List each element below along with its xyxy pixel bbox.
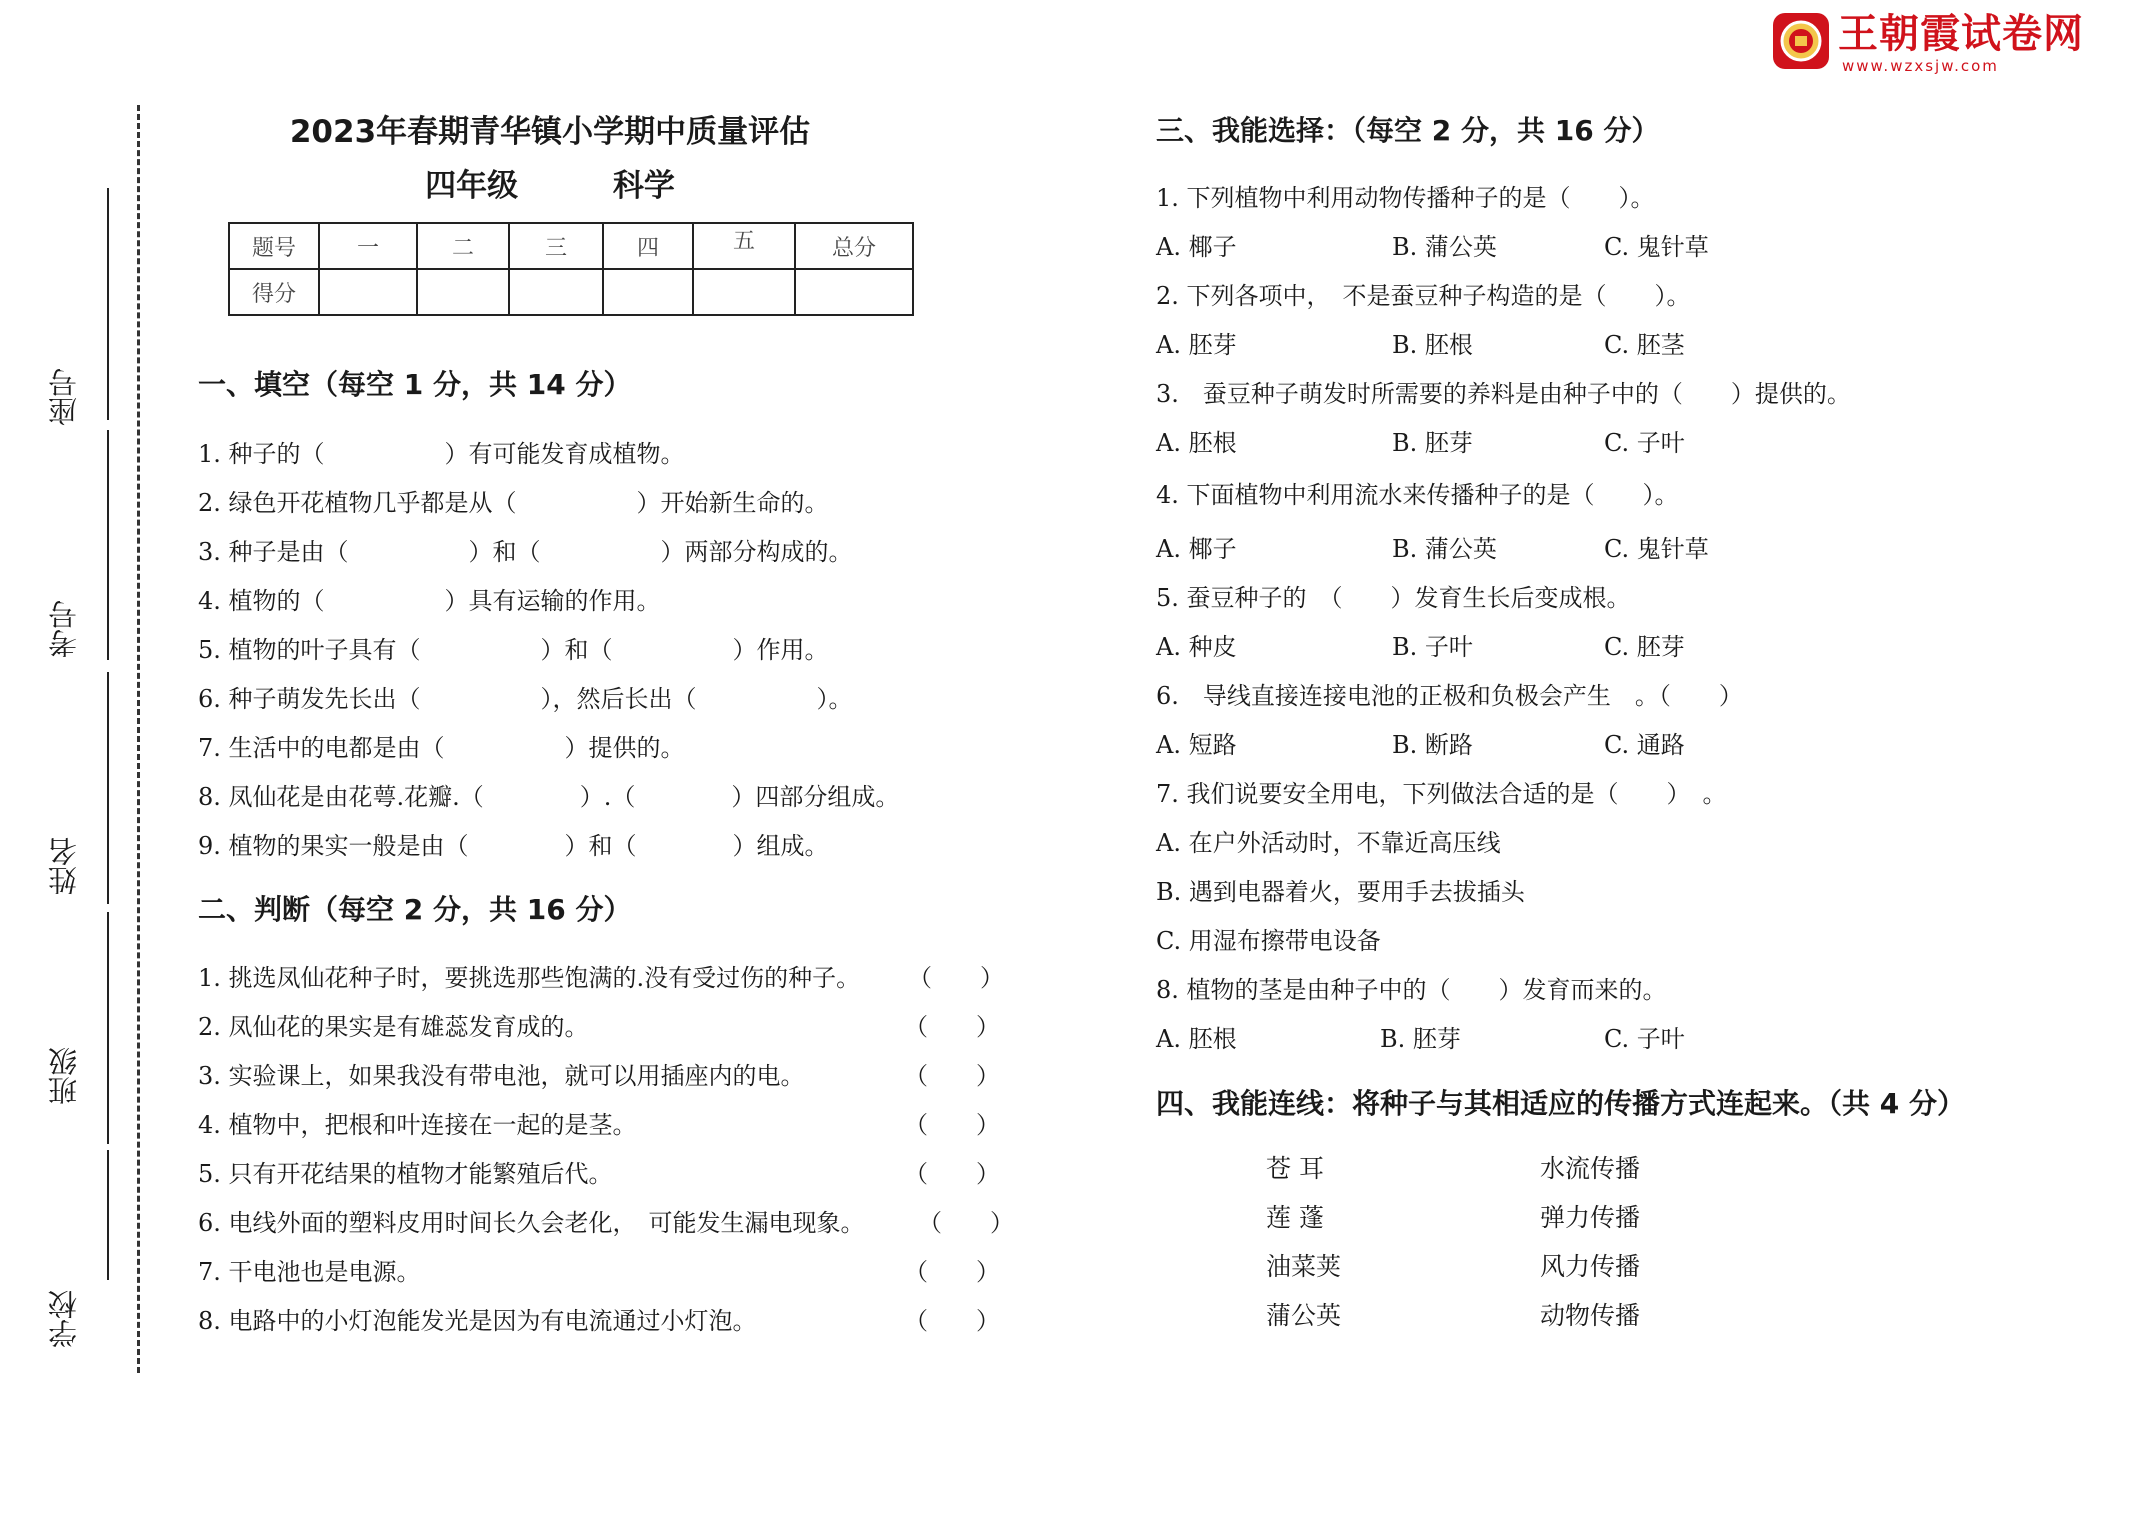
judge-question: 3. 实验课上，如果我没有带电池，就可以用插座内的电。 bbox=[198, 1062, 805, 1090]
choice-option[interactable]: B. 胚根 bbox=[1392, 331, 1473, 359]
subject-label: 科学 bbox=[612, 168, 675, 204]
seed-item[interactable]: 莲 蓬 bbox=[1266, 1203, 1324, 1232]
watermark-title: 王朝霞试卷网 bbox=[1838, 11, 2084, 57]
choice-option[interactable]: A. 胚根 bbox=[1156, 1025, 1237, 1053]
margin-field-exam-no bbox=[40, 430, 100, 670]
fill-question: 3. 种子是由（ ）和（ ）两部分构成的。 bbox=[198, 538, 853, 566]
judge-question: 6. 电线外面的塑料皮用时间长久会老化， 可能发生漏电现象。 bbox=[198, 1209, 865, 1237]
score-table bbox=[228, 222, 914, 316]
choice-option[interactable]: B. 胚芽 bbox=[1380, 1025, 1461, 1053]
section-heading: 一、填空（每空 1 分，共 14 分） bbox=[198, 368, 632, 401]
score-cell[interactable] bbox=[319, 269, 417, 315]
binding-dashed-line bbox=[137, 105, 140, 1373]
choice-question: 7. 我们说要安全用电，下列做法合适的是（ ） 。 bbox=[1156, 780, 1727, 808]
dispersal-method[interactable]: 风力传播 bbox=[1540, 1252, 1641, 1281]
answer-parens[interactable]: （ ） bbox=[904, 1258, 1000, 1286]
answer-parens[interactable]: （ ） bbox=[904, 1111, 1000, 1139]
dispersal-method[interactable]: 水流传播 bbox=[1540, 1154, 1641, 1183]
choice-option[interactable]: A. 椰子 bbox=[1156, 535, 1237, 563]
choice-option[interactable]: C. 鬼针草 bbox=[1604, 233, 1709, 261]
answer-parens[interactable]: （ ） bbox=[904, 1160, 1000, 1188]
table-cell: 题号 bbox=[229, 223, 319, 269]
margin-label: 班级 bbox=[47, 1047, 81, 1105]
score-table-header-row bbox=[229, 223, 913, 269]
watermark-logo bbox=[1772, 12, 2084, 74]
choice-option[interactable]: C. 子叶 bbox=[1604, 1025, 1685, 1053]
margin-field-name bbox=[40, 672, 100, 912]
watermark-url: www.wzxsjw.com bbox=[1842, 57, 1999, 75]
score-cell[interactable] bbox=[417, 269, 509, 315]
margin-label: 座号 bbox=[47, 368, 81, 426]
margin-line bbox=[107, 188, 109, 420]
choice-option[interactable]: A. 椰子 bbox=[1156, 233, 1237, 261]
table-cell: 二 bbox=[417, 223, 509, 269]
fill-question: 7. 生活中的电都是由（ ）提供的。 bbox=[198, 734, 685, 762]
score-cell[interactable] bbox=[509, 269, 603, 315]
grade-label: 四年级 bbox=[425, 168, 519, 204]
choice-option[interactable]: B. 子叶 bbox=[1392, 633, 1473, 661]
choice-question: 1. 下列植物中利用动物传播种子的是（ ）。 bbox=[1156, 184, 1655, 212]
score-cell[interactable] bbox=[603, 269, 693, 315]
margin-label: 考号 bbox=[47, 600, 81, 658]
table-cell: 四 bbox=[603, 223, 693, 269]
section-heading: 三、我能选择：（每空 2 分，共 16 分） bbox=[1156, 114, 1660, 147]
choice-option[interactable]: A. 在户外活动时，不靠近高压线 bbox=[1156, 829, 1501, 857]
section-heading: 二、判断（每空 2 分，共 16 分） bbox=[198, 893, 632, 926]
section-heading: 四、我能连线：将种子与其相适应的传播方式连起来。（共 4 分） bbox=[1156, 1087, 1965, 1120]
margin-field-school bbox=[40, 1150, 100, 1390]
choice-option[interactable]: B. 断路 bbox=[1392, 731, 1473, 759]
choice-option[interactable]: B. 胚芽 bbox=[1392, 429, 1473, 457]
fill-question: 2. 绿色开花植物几乎都是从（ ）开始新生命的。 bbox=[198, 489, 829, 517]
judge-question: 4. 植物中，把根和叶连接在一起的是茎。 bbox=[198, 1111, 637, 1139]
answer-parens[interactable]: （ ） bbox=[904, 1013, 1000, 1041]
judge-question: 8. 电路中的小灯泡能发光是因为有电流通过小灯泡。 bbox=[198, 1307, 757, 1335]
score-table-score-row bbox=[229, 269, 913, 315]
choice-option[interactable]: C. 子叶 bbox=[1604, 429, 1685, 457]
judge-question: 5. 只有开花结果的植物才能繁殖后代。 bbox=[198, 1160, 613, 1188]
margin-line bbox=[107, 912, 109, 1144]
score-cell[interactable] bbox=[795, 269, 913, 315]
table-cell: 三 bbox=[509, 223, 603, 269]
margin-line bbox=[107, 672, 109, 904]
choice-question: 3. 蚕豆种子萌发时所需要的养料是由种子中的（ ）提供的。 bbox=[1156, 380, 1851, 408]
choice-option[interactable]: A. 胚根 bbox=[1156, 429, 1237, 457]
seal-icon bbox=[1772, 12, 1830, 70]
choice-option[interactable]: C. 胚芽 bbox=[1604, 633, 1685, 661]
fill-question: 8. 凤仙花是由花萼.花瓣.（ ）.（ ）四部分组成。 bbox=[198, 783, 900, 811]
answer-parens[interactable]: （ ） bbox=[904, 1307, 1000, 1335]
choice-option[interactable]: A. 短路 bbox=[1156, 731, 1237, 759]
judge-question: 2. 凤仙花的果实是有雄蕊发育成的。 bbox=[198, 1013, 589, 1041]
score-cell[interactable] bbox=[693, 269, 795, 315]
choice-question: 2. 下列各项中， 不是蚕豆种子构造的是（ ）。 bbox=[1156, 282, 1691, 310]
margin-label: 姓名 bbox=[47, 837, 81, 895]
dispersal-method[interactable]: 弹力传播 bbox=[1540, 1203, 1641, 1232]
choice-question: 6. 导线直接连接电池的正极和负极会产生 。（ ） bbox=[1156, 682, 1743, 710]
answer-parens[interactable]: （ ） bbox=[904, 1062, 1000, 1090]
choice-option[interactable]: C. 鬼针草 bbox=[1604, 535, 1709, 563]
choice-option[interactable]: B. 蒲公英 bbox=[1392, 535, 1497, 563]
choice-question: 4. 下面植物中利用流水来传播种子的是（ ）。 bbox=[1156, 481, 1679, 509]
choice-option[interactable]: A. 胚芽 bbox=[1156, 331, 1237, 359]
fill-question: 6. 种子萌发先长出（ ），然后长出（ ）。 bbox=[198, 685, 853, 713]
table-cell: 总分 bbox=[795, 223, 913, 269]
exam-title: 2023年春期青华镇小学期中质量评估 bbox=[289, 114, 811, 150]
choice-option[interactable]: B. 遇到电器着火，要用手去拔插头 bbox=[1156, 878, 1525, 906]
choice-question: 8. 植物的茎是由种子中的（ ）发育而来的。 bbox=[1156, 976, 1667, 1004]
table-cell: 得分 bbox=[229, 269, 319, 315]
margin-field-class bbox=[40, 912, 100, 1152]
choice-option[interactable]: C. 用湿布擦带电设备 bbox=[1156, 927, 1381, 955]
fill-question: 1. 种子的（ ）有可能发育成植物。 bbox=[198, 440, 685, 468]
seed-item[interactable]: 蒲公英 bbox=[1266, 1301, 1342, 1330]
fill-question: 4. 植物的（ ）具有运输的作用。 bbox=[198, 587, 661, 615]
judge-question: 1. 挑选凤仙花种子时，要挑选那些饱满的.没有受过伤的种子。 bbox=[198, 964, 861, 992]
margin-label: 学校 bbox=[47, 1290, 81, 1348]
margin-line bbox=[107, 430, 109, 660]
table-cell: 一 bbox=[319, 223, 417, 269]
exam-subtitle bbox=[200, 160, 900, 205]
seed-item[interactable]: 苍 耳 bbox=[1266, 1154, 1324, 1183]
judge-question: 7. 干电池也是电源。 bbox=[198, 1258, 421, 1286]
choice-option[interactable]: A. 种皮 bbox=[1156, 633, 1237, 661]
fill-question: 5. 植物的叶子具有（ ）和（ ）作用。 bbox=[198, 636, 829, 664]
choice-option[interactable]: C. 胚茎 bbox=[1604, 331, 1685, 359]
choice-option[interactable]: B. 蒲公英 bbox=[1392, 233, 1497, 261]
fill-question: 9. 植物的果实一般是由（ ）和（ ）组成。 bbox=[198, 832, 829, 860]
choice-question: 5. 蚕豆种子的 （ ）发育生长后变成根。 bbox=[1156, 584, 1631, 612]
margin-field-seat bbox=[40, 188, 100, 428]
choice-option[interactable]: C. 通路 bbox=[1604, 731, 1685, 759]
answer-parens[interactable]: （ ） bbox=[918, 1209, 1014, 1237]
table-cell: 五 bbox=[693, 223, 795, 269]
margin-line bbox=[107, 1150, 109, 1280]
seed-item[interactable]: 油菜荚 bbox=[1266, 1252, 1342, 1281]
dispersal-method[interactable]: 动物传播 bbox=[1540, 1301, 1641, 1330]
answer-parens[interactable]: （ ） bbox=[908, 964, 1004, 992]
